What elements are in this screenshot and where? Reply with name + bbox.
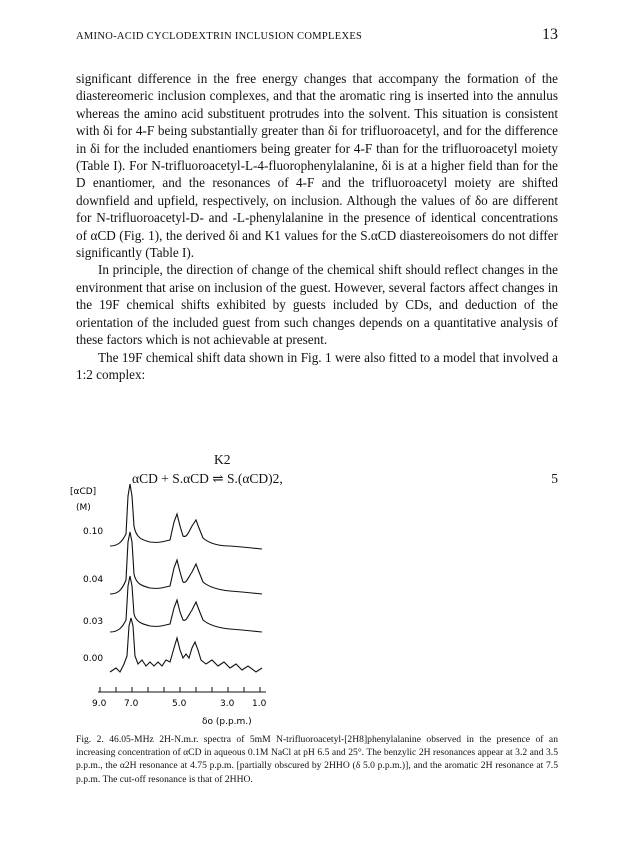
body-text [76, 70, 558, 383]
conc-label-0: 0.10 [83, 527, 104, 537]
x-axis-label: δo (p.p.m.) [202, 717, 252, 727]
figure-caption: Fig. 2. 46.05-MHz 2H-N.m.r. spectra of 5mM N-trifluoroacetyl-[2H8]phenylalanine observed in the presence of an increasing concentration of αCD in aqueous 0.1M NaCl at pH 6.5 and 25°. The benzylic 2H resonances appear at 3.2 and 3.5 p.p.m., the α2H resonance at 4.75 p.p.m. [partially obscured by 2HHO (δ 5.0 p.p.m.)], and the aromatic 2H resonance at 7.5 p.p.m. The cut-off resonance is that of 2HHO. [76, 734, 558, 785]
conc-label-1: 0.04 [83, 575, 104, 585]
paragraph-1: significant difference in the free energy changes that accompany the formation of the diastereomeric inclusion complexes, and that the aromatic ring is inserted into the annulus whereas the amino acid substituent protrudes into the solvent. This situation is consistent with δi for 4-F being substantially greater than δi for trifluoroacetyl, and for the difference in δi for the included enantiomers being greater for 4-F than for the trifluoroacetyl moiety (Table I). For N-trifluoroacetyl-L-4-fluorophenylalanine, δi is at a higher field than for the D enantiomer, and the resonances of 4-F and the trifluoroacetyl moiety are shifted downfield and upfield, respectively, on inclusion. Although the values of δo are different for N-trifluoroacetyl-D- and -L-phenylalanine in the presence of identical concentrations of αCD (Fig. 1), the derived δi and K1 values for the S.αCD diastereoisomers do not differ significantly (Table I). [76, 71, 558, 261]
equation-number: 5 [551, 471, 558, 486]
running-header [76, 26, 558, 48]
equation-constant: K2 [214, 452, 231, 467]
spectrum-0.10 [110, 484, 262, 549]
x-tick-7: 7.0 [124, 699, 139, 709]
x-tick-1: 1.0 [252, 699, 267, 709]
paragraph-3: The 19F chemical shift data shown in Fig. 1 were also fitted to a model that involved a 1:2 complex: [76, 349, 558, 382]
paragraph-2: In principle, the direction of change of the chemical shift should reflect changes in the environment that arise on inclusion of the guest. However, several factors affect changes in the 19F chemical shifts exhibited by guests included by CDs, and deduction of the orientation of the included guest from such changes depends on a quantitative analysis of these factors which is not achievable at present. [76, 262, 558, 348]
axis-title-line1: [αCD] [70, 487, 97, 497]
conc-label-2: 0.03 [83, 617, 104, 627]
x-tick-3: 3.0 [220, 699, 235, 709]
spectrum-0.00 [110, 618, 262, 672]
nmr-spectra-figure [70, 476, 300, 734]
axis-title-line2: (M) [76, 503, 91, 513]
page-number: 13 [542, 26, 558, 43]
x-tick-9: 9.0 [92, 699, 107, 709]
spectrum-0.04 [110, 532, 262, 594]
conc-label-3: 0.00 [83, 654, 104, 664]
equation-expression: αCD + S.αCD ⇌ S.(αCD)2, [132, 471, 283, 486]
x-tick-5: 5.0 [172, 699, 187, 709]
running-title: AMINO-ACID CYCLODEXTRIN INCLUSION COMPLEXES [76, 31, 363, 42]
